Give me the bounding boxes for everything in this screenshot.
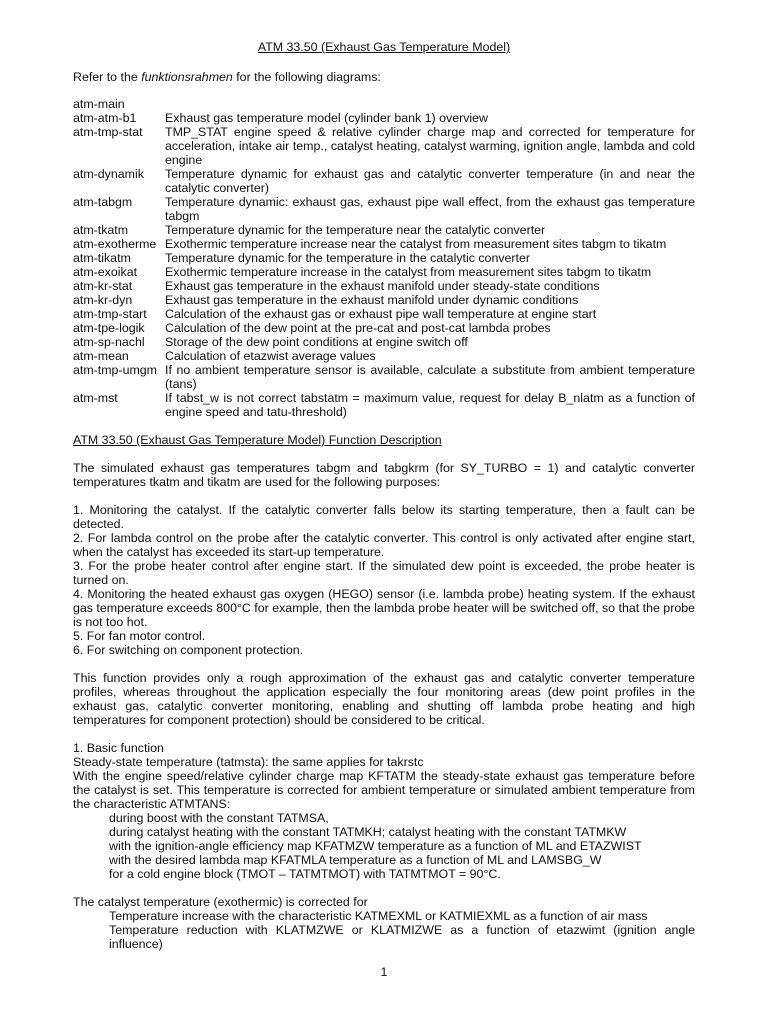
diagram-desc: If no ambient temperature sensor is available, calculate a substitute from ambient temperature (tans) [165, 363, 695, 391]
purpose-item: 1. Monitoring the catalyst. If the catalytic converter falls below its starting temperature, then a fault can be detected. [73, 503, 695, 531]
diagram-row [73, 293, 695, 307]
diagram-row [73, 349, 695, 363]
conditions-list [73, 811, 695, 881]
diagram-row [73, 279, 695, 293]
condition-item: during boost with the constant TATMSA, [109, 811, 329, 825]
diagram-term: atm-tmp-start [73, 307, 147, 321]
diagram-desc: Exothermic temperature increase in the catalyst from measurement sites tabgm to tikatm [165, 265, 652, 279]
purpose-item: 4. Monitoring the heated exhaust gas oxygen (HEGO) sensor (i.e. lambda probe) heating system. If the exhaust gas temperature exceeds 800°C for example, then the lambda probe heater will be switched off, so that the probe is not too hot. [73, 587, 695, 629]
purpose-item: 6. For switching on component protection. [73, 643, 304, 657]
diagram-row [73, 251, 695, 265]
purposes-list [73, 503, 695, 657]
diagram-term: atm-tpe-logik [73, 321, 145, 335]
diagram-row [73, 97, 695, 111]
diagram-row [73, 167, 695, 195]
diagram-desc: Temperature dynamic: exhaust gas, exhaust pipe wall effect, from the exhaust gas temperature tabgm [165, 195, 695, 223]
diagram-term: atm-mean [73, 349, 129, 363]
diagram-term: atm-main [73, 97, 125, 111]
diagram-desc: Temperature dynamic for exhaust gas and catalytic converter temperature (in and near the catalytic converter) [165, 167, 695, 195]
section-title: ATM 33.50 (Exhaust Gas Temperature Model) Function Description [73, 433, 442, 447]
steady-state-line: Steady-state temperature (tatmsta): the same applies for takrstc [73, 755, 424, 769]
document-title: ATM 33.50 (Exhaust Gas Temperature Model) [257, 40, 511, 54]
diagram-desc: Temperature dynamic for the temperature near the catalytic converter [165, 223, 546, 237]
diagram-term: atm-tabgm [73, 195, 133, 209]
diagram-term: atm-tmp-umgm [73, 363, 157, 377]
diagram-term: atm-kr-dyn [73, 293, 133, 307]
diagram-term: atm-exotherme [73, 237, 157, 251]
condition-item: during catalyst heating with the constant TATMKH; catalyst heating with the constant TATMKW [109, 825, 627, 839]
purposes-intro: The simulated exhaust gas temperatures tabgm and tabgkrm (for SY_TURBO = 1) and catalytic converter temperatures tkatm and tikatm are used for the following purposes: [73, 461, 695, 489]
diagram-desc: If tabst_w is not correct tabstatm = maximum value, request for delay B_nlatm as a function of engine speed and tatu-threshold) [165, 391, 695, 419]
purpose-item: 2. For lambda control on the probe after the catalytic converter. This control is only activated after engine start, when the catalyst has exceeded its start-up temperature. [73, 531, 695, 559]
condition-item: with the desired lambda map KFATMLA temperature as a function of ML and LAMSBG_W [109, 853, 602, 867]
diagram-row [73, 223, 695, 237]
purpose-item: 5. For fan motor control. [73, 629, 206, 643]
condition-item: for a cold engine block (TMOT – TATMTMOT) with TATMTMOT = 90°C. [109, 867, 501, 881]
map-paragraph: With the engine speed/relative cylinder charge map KFTATM the steady-state exhaust gas temperature before the catalyst is set. This temperature is corrected for ambient temperature or simulated ambient temperature from the characteristic ATMTANS: [73, 769, 695, 811]
purpose-item: 3. For the probe heater control after engine start. If the simulated dew point is exceeded, the probe heater is turned on. [73, 559, 695, 587]
diagram-term: atm-sp-nachl [73, 335, 145, 349]
diagram-desc: Storage of the dew point conditions at engine switch off [165, 335, 468, 349]
document-page [73, 40, 695, 951]
catalyst-item: Temperature increase with the characteristic KATMEXML or KATMIEXML as a function of air mass [109, 909, 648, 923]
diagram-desc: TMP_STAT engine speed & relative cylinder charge map and corrected for temperature for acceleration, intake air temp., catalyst heating, catalyst warming, ignition angle, lambda and cold engine [165, 125, 695, 167]
diagram-row [73, 125, 695, 167]
diagram-row [73, 307, 695, 321]
diagram-row [73, 321, 695, 335]
diagram-row [73, 111, 695, 125]
diagram-term: atm-dynamik [73, 167, 144, 181]
diagram-desc: Exhaust gas temperature model (cylinder bank 1) overview [165, 111, 488, 125]
catalyst-list [73, 909, 695, 951]
diagram-term: atm-tmp-stat [73, 125, 143, 139]
approximation-paragraph: This function provides only a rough approximation of the exhaust gas and catalytic converter temperature profiles, whereas throughout the application especially the four monitoring areas (dew point profiles in the exhaust gas, catalytic converter monitoring, enabling and shutting off lambda probe heating and high temperatures for component protection) should be considered to be critical. [73, 671, 695, 727]
diagram-row [73, 391, 695, 419]
diagram-desc: Temperature dynamic for the temperature in the catalytic converter [165, 251, 531, 265]
diagram-desc: Calculation of the exhaust gas or exhaust pipe wall temperature at engine start [165, 307, 597, 321]
catalyst-intro: The catalyst temperature (exothermic) is corrected for [73, 895, 368, 909]
diagram-desc: Exothermic temperature increase near the catalyst from measurement sites tabgm to tikatm [165, 237, 667, 251]
diagram-term: atm-kr-stat [73, 279, 133, 293]
diagram-row [73, 363, 695, 391]
diagram-desc: Calculation of etazwist average values [165, 349, 376, 363]
diagram-term: atm-tikatm [73, 251, 131, 265]
diagram-row [73, 195, 695, 223]
diagram-term: atm-exoikat [73, 265, 138, 279]
diagram-term: atm-atm-b1 [73, 111, 137, 125]
basic-function-heading: 1. Basic function [73, 741, 164, 755]
condition-item: with the ignition-angle efficiency map KFATMZW temperature as a function of ML and ETAZWIST [109, 839, 642, 853]
diagram-desc: Exhaust gas temperature in the exhaust manifold under steady-state conditions [165, 279, 600, 293]
intro-before: Refer to the [73, 70, 142, 84]
diagram-desc: Exhaust gas temperature in the exhaust manifold under dynamic conditions [165, 293, 579, 307]
catalyst-item: Temperature reduction with KLATMZWE or KLATMIZWE as a function of etazwimt (ignition angle influence) [109, 923, 695, 951]
page-number: 1 [380, 965, 388, 979]
intro-italic: funktionsrahmen [141, 70, 233, 84]
diagram-row [73, 335, 695, 349]
diagram-term: atm-tkatm [73, 223, 129, 237]
intro-line [73, 70, 695, 84]
diagram-desc: Calculation of the dew point at the pre-cat and post-cat lambda probes [165, 321, 551, 335]
diagram-row [73, 237, 695, 251]
diagram-row [73, 265, 695, 279]
intro-after: for the following diagrams: [232, 70, 381, 84]
diagram-desc [165, 97, 695, 111]
diagram-term: atm-mst [73, 391, 118, 405]
diagram-list [73, 97, 695, 419]
